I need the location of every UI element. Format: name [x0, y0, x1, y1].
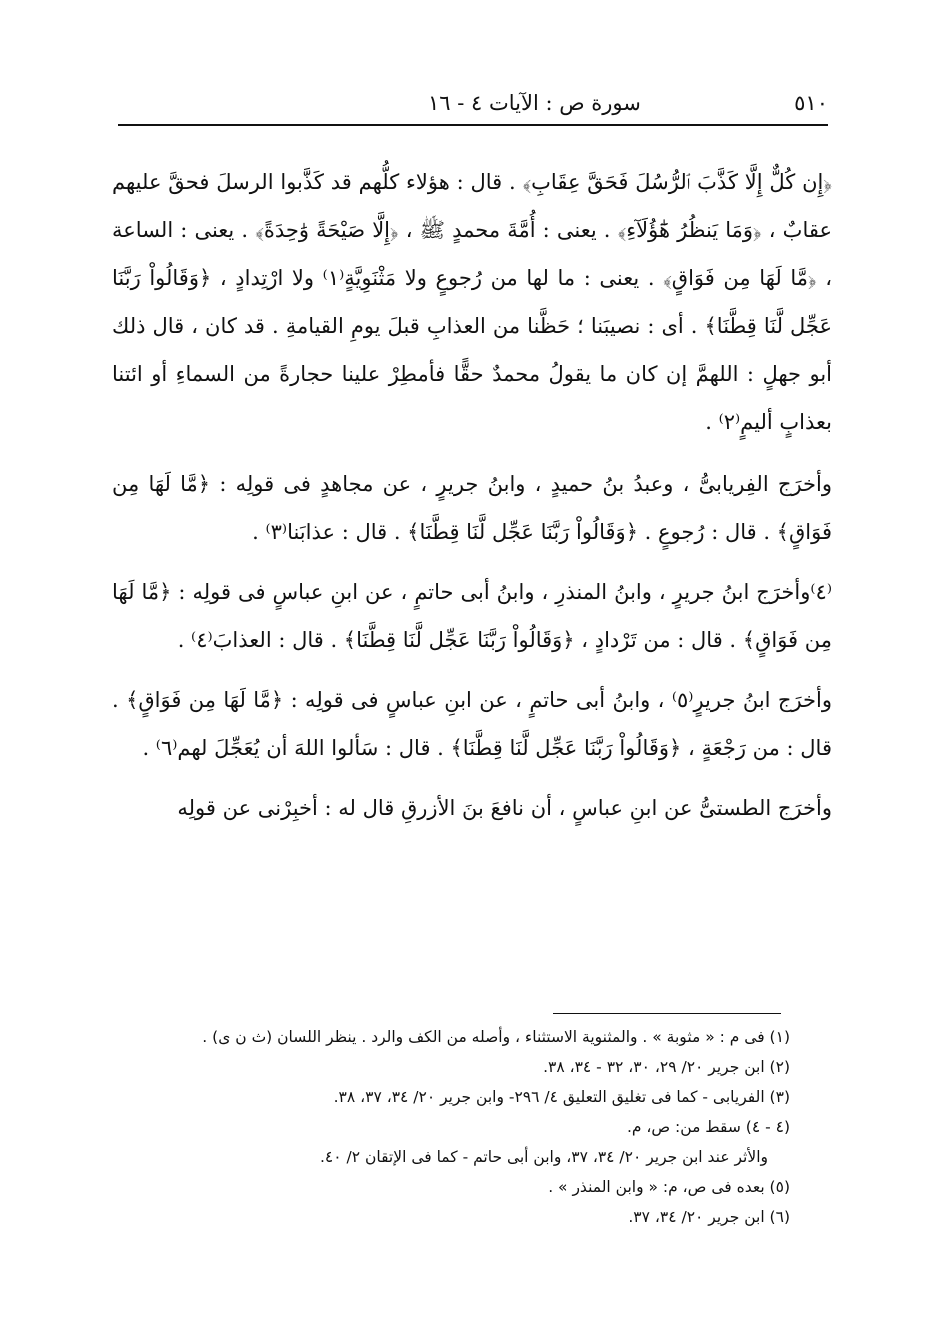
header-rule — [118, 124, 828, 126]
page-number: ٥١٠ — [794, 91, 828, 115]
page-header — [118, 86, 828, 120]
paragraph-text: ⁽٤⁾وأخرَج ابنُ جريرٍ ، وابنُ المنذرِ ، وابنُ أبى حاتمٍ ، عن ابنِ عباسٍ فى قولِه : ﴿مَّا لَهَا مِن فَوَاقٍ﴾ . قال : من تَرْدادٍ ، ﴿وَقَالُواْ رَبَّنَا عَجِّل لَّنَا قِطَّنَا﴾ . قال : العذابَ⁽٤⁾ . — [112, 580, 832, 652]
footnote-3: (٣) الفريابى - كما فى تغليق التعليق ٤/ ٢٩٦- وابن جرير ٢٠/ ٣٤، ٣٧، ٣٨. — [333, 1088, 790, 1106]
footnote-4: (٤ - ٤) سقط من: ص، م. — [626, 1118, 790, 1136]
footnote-6: (٦) ابن جرير ٢٠/ ٣٤، ٣٧. — [628, 1208, 790, 1226]
paragraph-text: وأخرَج الطستىُّ عن ابنِ عباسٍ ، أن نافعَ بنَ الأزرقِ قال له : أخبِرْنى عن قولِه — [177, 796, 832, 820]
main-text — [112, 158, 832, 844]
paragraph-5 — [112, 784, 832, 832]
footnote-4-continuation: والأثر عند ابن جرير ٢٠/ ٣٤، ٣٧، وابن أبى حاتم - كما فى الإتقان ٢/ ٤٠. — [319, 1148, 768, 1166]
paragraph-1 — [112, 158, 832, 446]
paragraph-text: ﴿إِن كُلٌّ إِلَّا كَذَّبَ ٱلرُّسُلَ فَحَقَّ عِقَابِ﴾ . قال : هؤلاء كلُّهم قد كَذَّبوا الرسلَ فحقَّ عليهم عقابٌ ، ﴿وَمَا يَنظُرُ هَٰٓؤُلَآءِ﴾ . يعنى : أُمَّةَ محمدٍ ﷺ ، ﴿إِلَّا صَيْحَةً وَٰحِدَةً﴾ . يعنى : الساعة ، ﴿مَّا لَهَا مِن فَوَاقٍ﴾ . يعنى : ما لها من رُجوعٍ ولا مَثْنَوِيَّةٍ⁽١⁾ ولا ارْتِدادٍ ، ﴿وَقَالُواْ رَبَّنَا عَجِّل لَّنَا قِطَّنَا﴾ . أى : نصيبَنا ؛ حَظَّنا من العذابِ قبلَ يومِ القيامةِ . قد كان ، قال ذلك أبو جهلٍ : اللهمَّ إن كان ما يقولُ محمدٌ حقًّا فأمطِرْ علينا حجارةً من السماءِ أو ائتنا بعذابٍ أليمٍ⁽٢⁾ . — [112, 170, 832, 434]
paragraph-4 — [112, 676, 832, 772]
paragraph-2 — [112, 460, 832, 556]
paragraph-3 — [112, 568, 832, 664]
paragraph-text: وأخرَج ابنُ جريرٍ⁽٥⁾ ، وابنُ أبى حاتمٍ ، عن ابنِ عباسٍ فى قولِه : ﴿مَّا لَهَا مِن فَوَاقٍ﴾ . قال : من رَجْعَةٍ ، ﴿وَقَالُواْ رَبَّنَا عَجِّل لَّنَا قِطَّنَا﴾ . قال : سَألوا اللهَ أن يُعَجِّلَ لهم⁽٦⁾ . — [112, 688, 832, 760]
footnote-rule — [553, 1013, 781, 1014]
footnotes — [118, 1022, 790, 1232]
footnote-1: (١) فى م : « مثوبة » . والمثنوية الاستثناء ، وأصله من الكف والرد . ينظر اللسان (ث ن ى) . — [202, 1028, 790, 1046]
footnote-2: (٢) ابن جرير ٢٠/ ٢٩، ٣٠، ٣٢ - ٣٤، ٣٨. — [543, 1058, 790, 1076]
paragraph-text: وأخرَج الفِريابىُّ ، وعبدُ بنُ حميدٍ ، وابنُ جريرٍ ، عن مجاهدٍ فى قولِه : ﴿مَّا لَهَا مِن فَوَاقٍ﴾ . قال : رُجوعٍ . ﴿وَقَالُواْ رَبَّنَا عَجِّل لَّنَا قِطَّنَا﴾ . قال : عذابَنا⁽٣⁾ . — [112, 472, 832, 544]
footnote-5: (٥) بعده فى ص، م: « وابن المنذر » . — [548, 1178, 790, 1196]
running-title: سورة ص : الآيات ٤ - ١٦ — [428, 91, 641, 115]
